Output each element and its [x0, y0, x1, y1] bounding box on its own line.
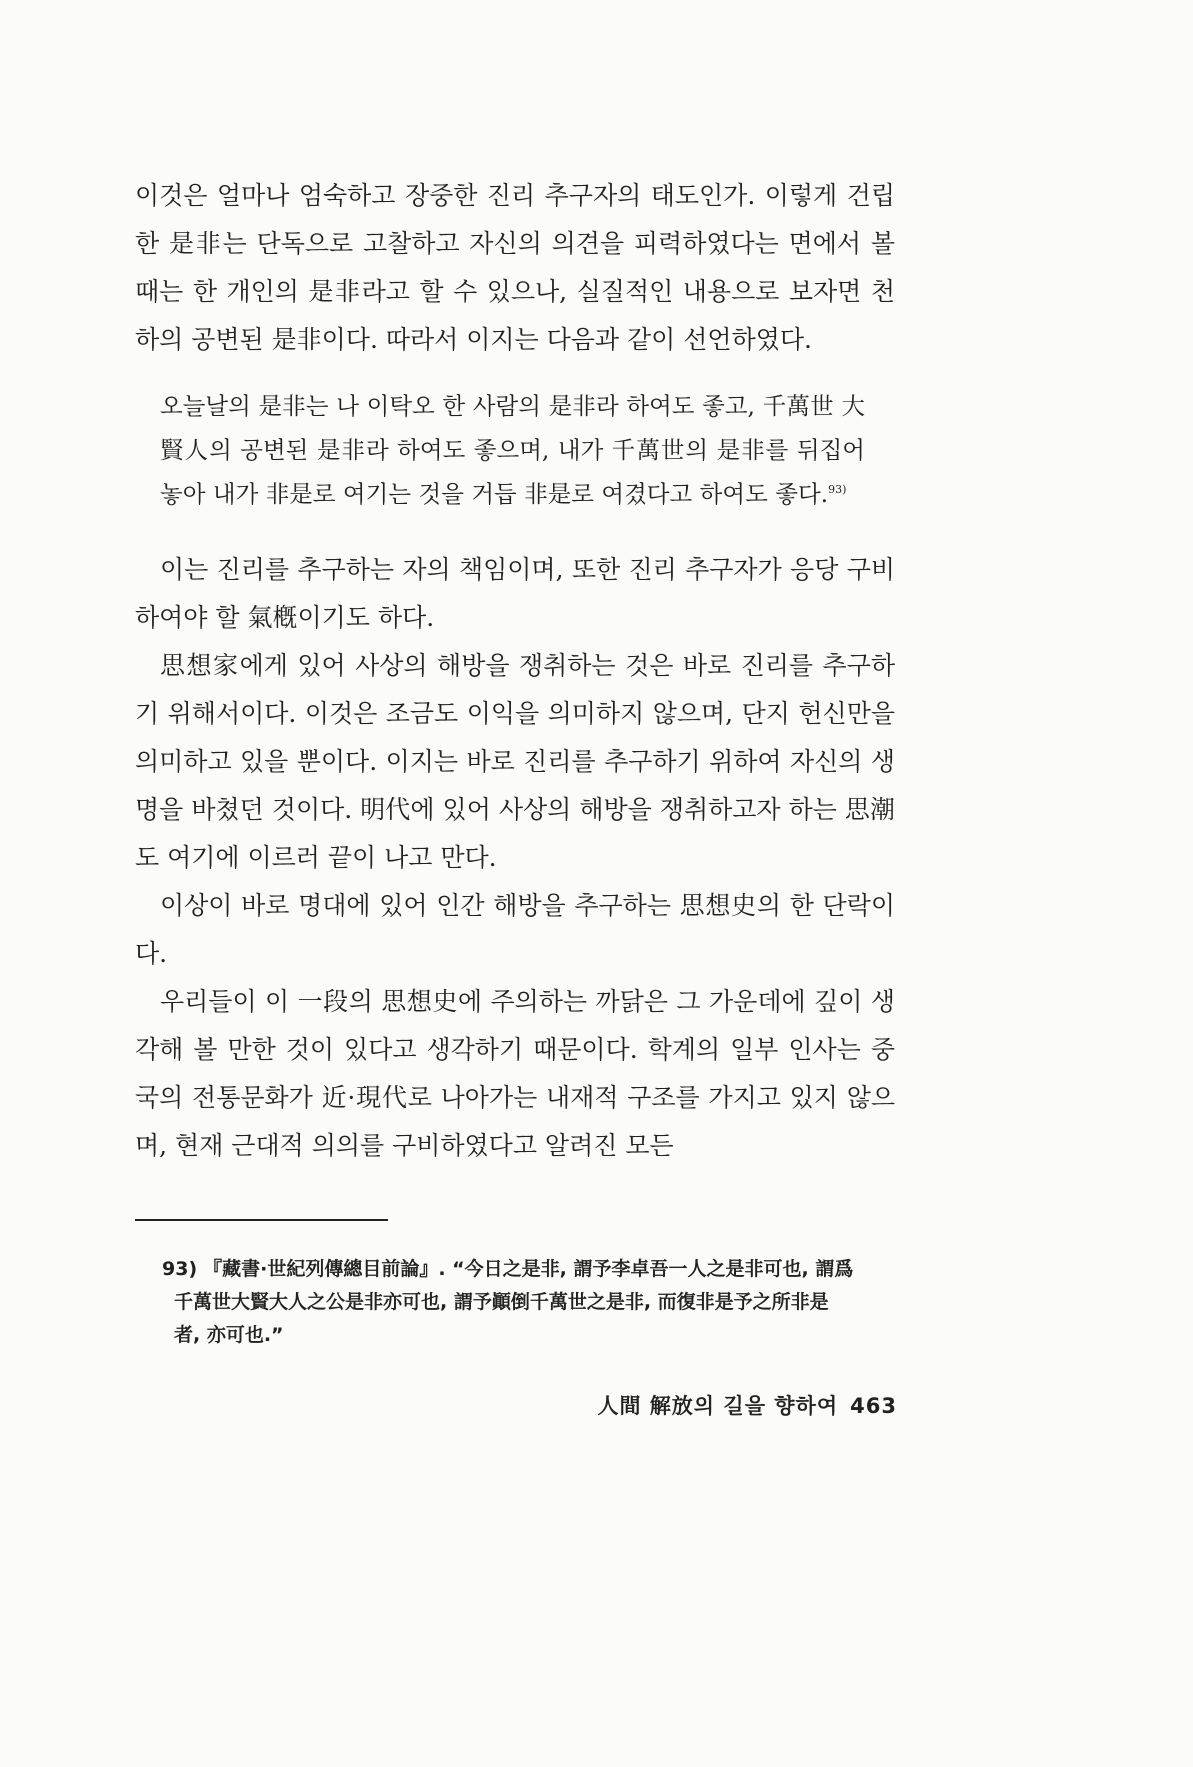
footnote-text-1: 『藏書·世紀列傳總目前論』. “今日之是非, 謂予李卓吾一人之是非可也, 謂爲 — [203, 1258, 854, 1280]
paragraph-2: 이는 진리를 추구하는 자의 책임이며, 또한 진리 추구자가 응당 구비하여야 할 氣槪이기도 하다. — [135, 555, 895, 632]
footnote-line-2: 千萬世大賢大人之公是非亦可也, 謂予顚倒千萬世之是非, 而復非是予之所非是 — [174, 1291, 829, 1313]
footnote-93 — [162, 1253, 896, 1352]
block-quote — [160, 384, 865, 516]
footnote-number: 93) — [162, 1258, 198, 1280]
footnote-line-1 — [162, 1253, 896, 1286]
paragraph-1: 이것은 얼마나 엄숙하고 장중한 진리 추구자의 태도인가. 이렇게 건립한 是非는 단독으로 고찰하고 자신의 의견을 피력하였다는 면에서 볼 때는 한 개인의 是非라고 할 수 있으나, 실질적인 내용으로 보자면 천하의 공변된 是非이다. 따라서 이지는 다음과 같이 선언하였다. — [135, 181, 895, 354]
footnote-line-3: 者, 亦可也.” — [174, 1324, 284, 1346]
paragraph-5: 우리들이 이 一段의 思想史에 주의하는 까닭은 그 가운데에 깊이 생각해 볼 만한 것이 있다고 생각하기 때문이다. 학계의 일부 인사는 중국의 전통문화가 近·現代로 나아가는 내재적 구조를 가지고 있지 않으며, 현재 근대적 의의를 구비하였다고 알려진 모든 — [135, 987, 895, 1160]
footnote-divider — [135, 1219, 388, 1221]
footnote-marker: 93) — [828, 483, 847, 497]
running-footer — [598, 1390, 898, 1420]
paragraph-3: 思想家에게 있어 사상의 해방을 쟁취하는 것은 바로 진리를 추구하기 위해서이다. 이것은 조금도 이익을 의미하지 않으며, 단지 헌신만을 의미하고 있을 뿐이다. 이지는 바로 진리를 추구하기 위하여 자신의 생명을 바쳤던 것이다. 明代에 있어 사상의 해방을 쟁취하고자 하는 思潮도 여기에 이르러 끝이 나고 만다. — [135, 651, 895, 872]
page-number: 463 — [850, 1394, 897, 1418]
main-text — [135, 172, 895, 1170]
running-title: 人間 解放의 길을 향하여 — [597, 1394, 839, 1418]
paragraph-4: 이상이 바로 명대에 있어 인간 해방을 추구하는 思想史의 한 단락이다. — [135, 891, 895, 968]
quote-text: 오늘날의 是非는 나 이탁오 한 사람의 是非라 하여도 좋고, 千萬世 大賢人의 공변된 是非라 하여도 좋으며, 내가 千萬世의 是非를 뒤집어 놓아 내가 非是로 여기는 것을 거듭 非是로 여겼다고 하여도 좋다. — [160, 392, 865, 508]
